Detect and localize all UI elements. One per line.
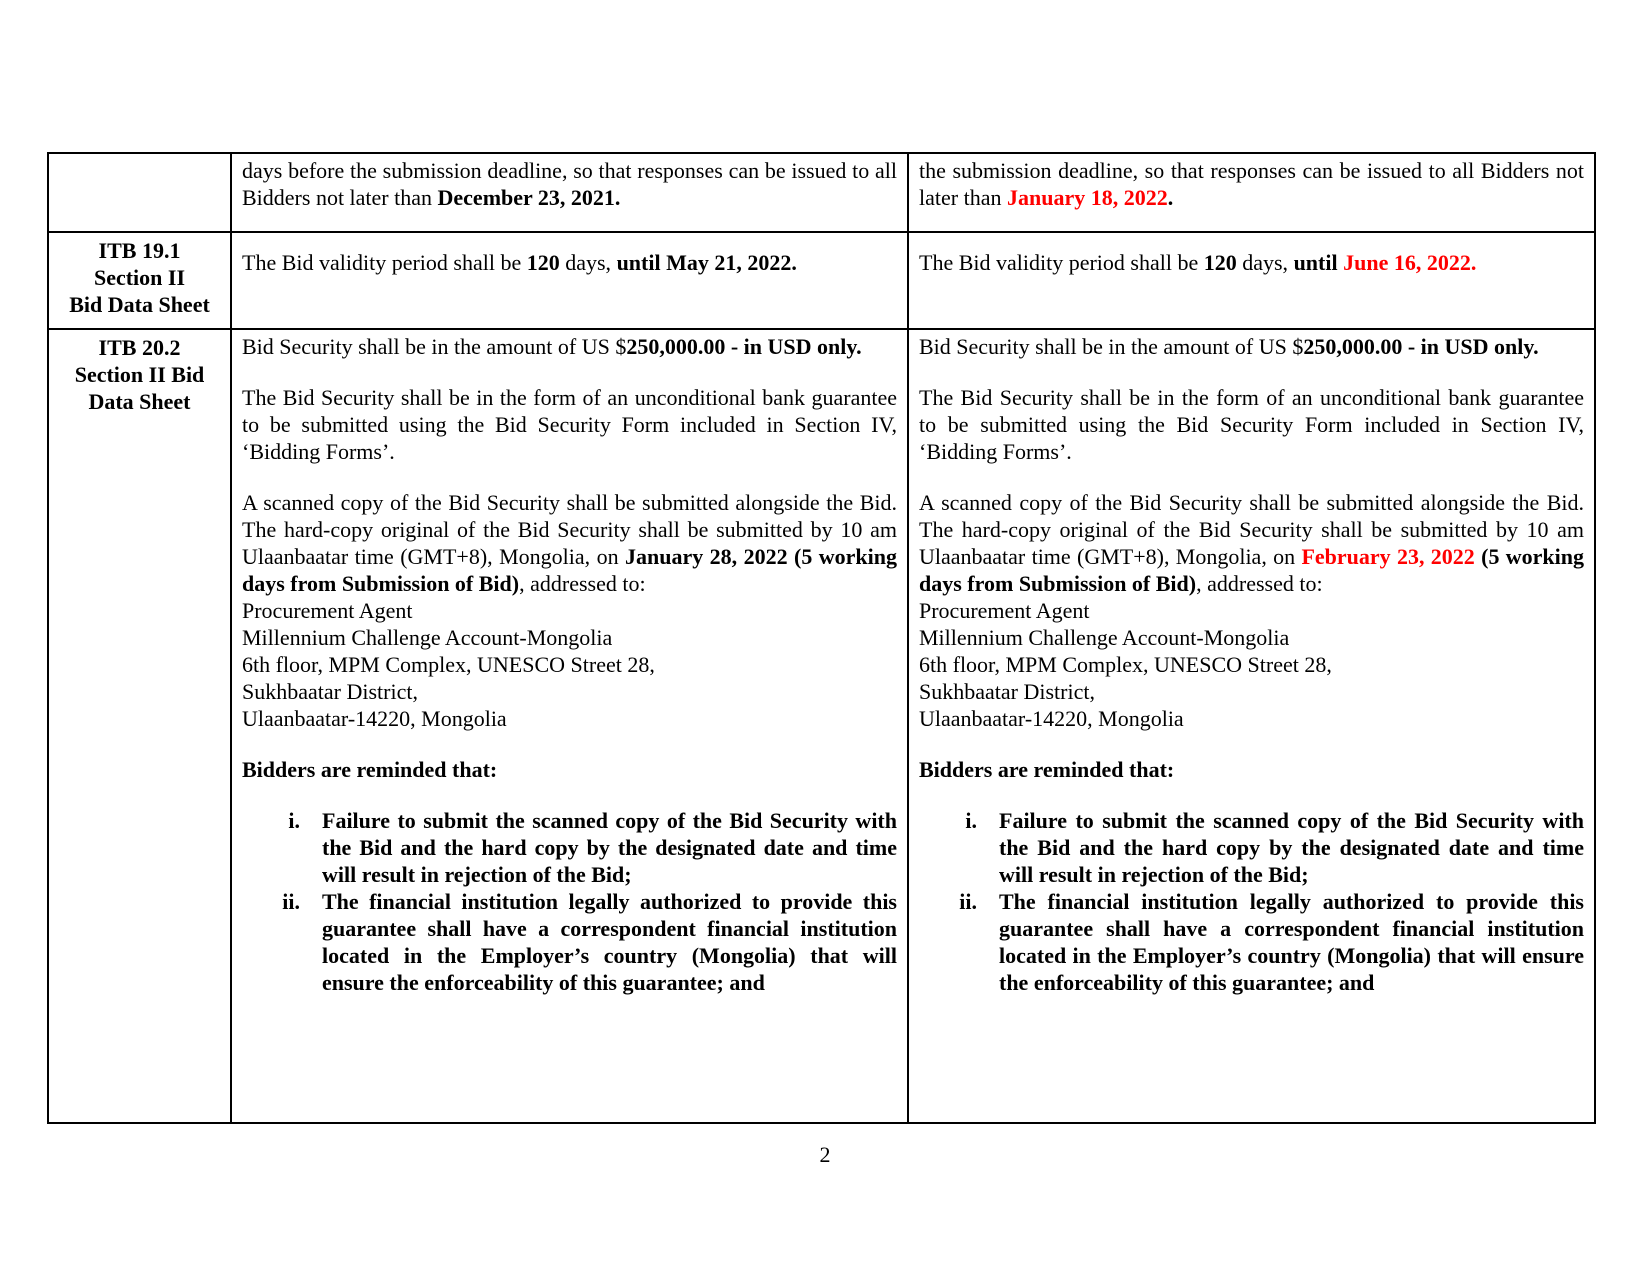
list-item-text <box>999 808 1584 887</box>
address-line: Procurement Agent <box>919 598 1090 623</box>
paragraph <box>919 249 1584 276</box>
table-row <box>48 329 1595 1123</box>
page-number: 2 <box>819 1142 831 1167</box>
amended-text-cell <box>908 329 1595 1123</box>
address-line: Sukhbaatar District, <box>919 679 1095 704</box>
address-line: 6th floor, MPM Complex, UNESCO Street 28, <box>242 652 655 677</box>
itb-label-line: Section II Bid <box>74 362 205 387</box>
address-line: Procurement Agent <box>242 598 413 623</box>
text-run: December 23, 2021. <box>437 185 621 210</box>
list-item <box>919 807 1584 888</box>
list-item-text <box>322 808 897 887</box>
table-row <box>48 232 1595 329</box>
text-run: days, <box>1236 250 1294 275</box>
list-item <box>242 807 897 888</box>
itb-label-line: Bid Data Sheet <box>69 292 210 317</box>
address-line: Millennium Challenge Account-Mongolia <box>242 625 613 650</box>
reminder-list <box>919 807 1584 996</box>
amended-date-text: June 16, 2022. <box>1343 250 1477 275</box>
itb-label-line: Data Sheet <box>88 389 191 414</box>
text-run: (5 working days from Submission of Bid) <box>919 544 1585 596</box>
paragraph <box>919 384 1584 465</box>
text-run: the submission deadline, so that responses can be issued to all Bidders not later than <box>919 158 1584 210</box>
address-line: Millennium Challenge Account-Mongolia <box>919 625 1290 650</box>
text-run: days, <box>559 250 617 275</box>
list-item-marker: i. <box>288 808 300 833</box>
amended-text-cell <box>908 153 1595 232</box>
text-run: Bidders are reminded that: <box>919 757 1175 782</box>
text-run: 120 <box>526 250 560 275</box>
paragraph <box>919 157 1584 211</box>
list-item-marker: i. <box>965 808 977 833</box>
text-run: A scanned copy of the Bid Security shall be submitted alongside the Bid. The hard-copy original of the Bid Security shall be submitted by 10 am Ulaanbaatar time (GMT+8), Mongolia, on <box>242 490 897 569</box>
paragraph <box>919 333 1584 360</box>
text-run: The Bid Security shall be in the form of an unconditional bank guarantee to be submitted using the Bid Security Form included in Section IV, ‘Bidding Forms’. <box>919 385 1584 464</box>
text-run: , addressed to: <box>519 571 646 596</box>
itb-label-line: ITB 20.2 <box>98 335 181 360</box>
address-line: Ulaanbaatar-14220, Mongolia <box>919 706 1184 731</box>
list-item <box>919 888 1584 996</box>
text-run: 250,000.00 - in USD only. <box>1303 334 1539 359</box>
paragraph <box>919 489 1584 597</box>
paragraph <box>242 333 897 360</box>
paragraph <box>919 756 1584 783</box>
address-line: 6th floor, MPM Complex, UNESCO Street 28, <box>919 652 1332 677</box>
text-run: , addressed to: <box>1196 571 1323 596</box>
text-run: Bid Security shall be in the amount of US $ <box>919 334 1304 359</box>
itb-label-line: ITB 19.1 <box>98 238 181 263</box>
text-run: days before the submission deadline, so that responses can be issued to all Bidders not later than <box>242 158 897 210</box>
text-run: 120 <box>1203 250 1237 275</box>
list-item-text <box>999 889 1584 995</box>
paragraph <box>242 756 897 783</box>
address-line: Ulaanbaatar-14220, Mongolia <box>242 706 507 731</box>
text-run: Failure to submit the scanned copy of the Bid Security with the Bid and the hard copy by the designated date and time will result in rejection of the Bid; <box>322 808 897 887</box>
itb-label-cell <box>48 232 231 329</box>
text-run: 250,000.00 - in USD only. <box>626 334 862 359</box>
paragraph <box>242 157 897 211</box>
paragraph <box>242 384 897 465</box>
list-item-marker: ii. <box>282 889 300 914</box>
text-run: The Bid Security shall be in the form of an unconditional bank guarantee to be submitted using the Bid Security Form included in Section IV, ‘Bidding Forms’. <box>242 385 897 464</box>
text-run: Failure to submit the scanned copy of the Bid Security with the Bid and the hard copy by the designated date and time will result in rejection of the Bid; <box>999 808 1584 887</box>
paragraph <box>242 489 897 597</box>
text-run: The Bid validity period shall be <box>242 250 527 275</box>
list-item-text <box>322 889 897 995</box>
original-text-cell <box>231 329 908 1123</box>
amended-text-cell <box>908 232 1595 329</box>
address-block <box>919 597 1584 732</box>
original-text-cell <box>231 153 908 232</box>
itb-label-cell <box>48 153 231 232</box>
list-item <box>242 888 897 996</box>
text-run: Bid Security shall be in the amount of US $ <box>242 334 627 359</box>
paragraph <box>242 249 897 276</box>
text-run: until <box>1293 250 1344 275</box>
amendment-table-body <box>48 153 1595 1123</box>
itb-label-line: Section II <box>93 265 186 290</box>
text-run: The Bid validity period shall be <box>919 250 1204 275</box>
table-row <box>48 153 1595 232</box>
text-run: . <box>1167 185 1174 210</box>
text-run: A scanned copy of the Bid Security shall be submitted alongside the Bid. The hard-copy original of the Bid Security shall be submitted by 10 am Ulaanbaatar time (GMT+8), Mongolia, on <box>919 490 1584 569</box>
reminder-list <box>242 807 897 996</box>
text-run: until May 21, 2022. <box>616 250 797 275</box>
original-text-cell <box>231 232 908 329</box>
text-run: The financial institution legally authorized to provide this guarantee shall have a correspondent financial institution located in the Employer’s country (Mongolia) that will ensure the enforceability of this guarantee; and <box>322 889 897 995</box>
address-block <box>242 597 897 732</box>
itb-label-cell <box>48 329 231 1123</box>
text-run: Bidders are reminded that: <box>242 757 498 782</box>
text-run: The financial institution legally authorized to provide this guarantee shall have a correspondent financial institution located in the Employer’s country (Mongolia) that will ensure the enforceability of this guarantee; and <box>999 889 1584 995</box>
amended-date-text: January 18, 2022 <box>1006 185 1168 210</box>
address-line: Sukhbaatar District, <box>242 679 418 704</box>
amendment-table <box>47 152 1596 1124</box>
list-item-marker: ii. <box>959 889 977 914</box>
text-run: January 28, 2022 (5 working days from Submission of Bid) <box>242 544 897 596</box>
amended-date-text: February 23, 2022 <box>1301 544 1475 569</box>
